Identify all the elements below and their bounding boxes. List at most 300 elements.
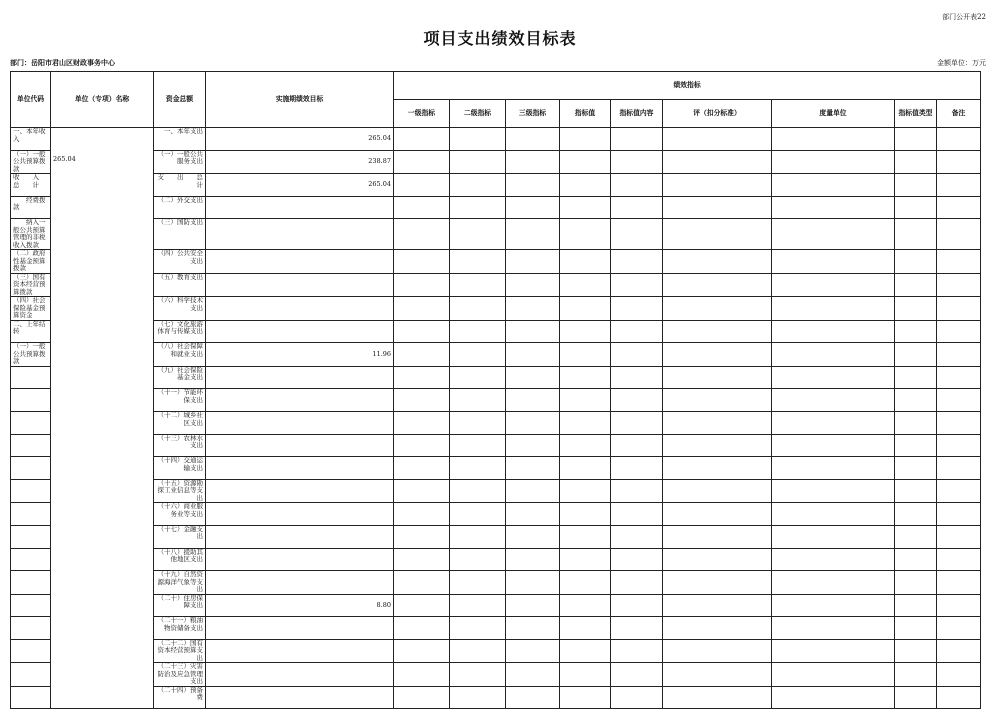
amount-cell: 265.04 (206, 128, 394, 151)
table-row (11, 639, 981, 663)
indicator-cell (772, 196, 895, 219)
indicator-cell (895, 639, 937, 663)
indicator-cell (895, 594, 937, 617)
indicator-cell (611, 479, 663, 503)
indicator-cell (394, 457, 450, 480)
indicator-cell (937, 389, 981, 412)
indicator-cell (611, 297, 663, 321)
indicator-cell (772, 479, 895, 503)
indicator-cell (394, 503, 450, 526)
indicator-cell (450, 196, 506, 219)
indicator-cell (611, 571, 663, 595)
table-row (11, 434, 981, 457)
income-item-cell (11, 412, 51, 435)
table-row (11, 196, 981, 219)
indicator-cell (560, 457, 611, 480)
header-goal: 实施期绩效目标 (206, 72, 394, 128)
indicator-cell (560, 639, 611, 663)
indicator-cell (663, 366, 772, 389)
indicator-cell (663, 525, 772, 548)
indicator-cell (895, 150, 937, 174)
indicator-cell (772, 639, 895, 663)
expense-item-cell: （十四）交通运输支出 (154, 457, 206, 480)
indicator-cell (394, 639, 450, 663)
indicator-cell (506, 250, 560, 274)
currency-unit-label: 金额单位：万元 (937, 59, 986, 67)
indicator-cell (772, 320, 895, 343)
indicator-cell (560, 594, 611, 617)
indicator-cell (394, 366, 450, 389)
amount-cell: 265.04 (206, 174, 394, 197)
indicator-cell (450, 525, 506, 548)
header-remark: 备注 (937, 100, 981, 128)
indicator-cell (450, 219, 506, 250)
indicator-cell (611, 150, 663, 174)
amount-cell: 8.80 (206, 594, 394, 617)
table-row (11, 320, 981, 343)
indicator-cell (506, 297, 560, 321)
indicator-cell (663, 479, 772, 503)
expense-item-cell: （二十二）国有资本经营预算支出 (154, 639, 206, 663)
indicator-cell (663, 457, 772, 480)
indicator-cell (394, 389, 450, 412)
indicator-cell (506, 571, 560, 595)
indicator-cell (450, 273, 506, 297)
department-label: 部门：岳阳市君山区财政事务中心 (10, 58, 115, 67)
header-content: 指标值内容 (611, 100, 663, 128)
indicator-cell (895, 525, 937, 548)
page-number-label: 部门公开表22 (942, 13, 986, 21)
indicator-cell (394, 412, 450, 435)
indicator-cell (937, 366, 981, 389)
indicator-cell (663, 686, 772, 709)
indicator-cell (937, 297, 981, 321)
indicator-cell (560, 503, 611, 526)
indicator-cell (663, 273, 772, 297)
indicator-cell (506, 412, 560, 435)
indicator-cell (611, 174, 663, 197)
table-row (11, 150, 981, 174)
indicator-cell (772, 503, 895, 526)
indicator-cell (450, 320, 506, 343)
table-row (11, 594, 981, 617)
header-indicators: 绩效指标 (394, 72, 981, 100)
header-measure: 度量单位 (772, 100, 895, 128)
indicator-cell (772, 686, 895, 709)
income-item-cell (11, 663, 51, 687)
indicator-cell (772, 434, 895, 457)
table-row (11, 128, 981, 151)
table-row (11, 457, 981, 480)
table-row (11, 273, 981, 297)
indicator-cell (611, 525, 663, 548)
income-item-cell (11, 686, 51, 709)
income-item-cell: （三）国有资本经营预算拨款 (11, 273, 51, 297)
indicator-cell (560, 273, 611, 297)
amount-cell (206, 389, 394, 412)
indicator-cell (450, 128, 506, 151)
indicator-cell (611, 219, 663, 250)
indicator-cell (663, 174, 772, 197)
header-score: 评（扣分标准） (663, 100, 772, 128)
indicator-cell (394, 196, 450, 219)
indicator-cell (937, 196, 981, 219)
indicator-cell (560, 412, 611, 435)
indicator-cell (611, 434, 663, 457)
expense-item-cell: （二）外交支出 (154, 196, 206, 219)
indicator-cell (450, 617, 506, 640)
indicator-cell (394, 273, 450, 297)
amount-cell (206, 548, 394, 571)
amount-cell (206, 250, 394, 274)
indicator-cell (506, 548, 560, 571)
header-total-funds: 资金总额 (154, 72, 206, 128)
indicator-cell (772, 343, 895, 367)
income-item-cell (11, 457, 51, 480)
indicator-cell (663, 663, 772, 687)
indicator-cell (394, 320, 450, 343)
income-item-cell (11, 594, 51, 617)
indicator-cell (772, 594, 895, 617)
indicator-cell (450, 594, 506, 617)
expense-item-cell: （二十三）灾害防治及应急管理支出 (154, 663, 206, 687)
indicator-cell (450, 389, 506, 412)
indicator-cell (506, 594, 560, 617)
indicator-cell (772, 297, 895, 321)
indicator-cell (611, 389, 663, 412)
expense-item-cell: 一、本年支出 (154, 128, 206, 151)
income-item-cell: 二、上年结转 (11, 320, 51, 343)
indicator-cell (772, 571, 895, 595)
indicator-cell (937, 320, 981, 343)
indicator-cell (560, 250, 611, 274)
indicator-cell (450, 366, 506, 389)
indicator-cell (450, 571, 506, 595)
table-row (11, 366, 981, 389)
indicator-cell (560, 297, 611, 321)
table-row (11, 412, 981, 435)
indicator-cell (394, 343, 450, 367)
income-item-cell: （一）一般公共预算拨款 (11, 150, 51, 174)
indicator-cell (663, 196, 772, 219)
indicator-cell (663, 219, 772, 250)
income-item-cell (11, 548, 51, 571)
amount-cell: 238.87 (206, 150, 394, 174)
amount-cell (206, 639, 394, 663)
indicator-cell (937, 457, 981, 480)
indicator-cell (663, 150, 772, 174)
indicator-cell (506, 320, 560, 343)
expense-item-cell: （十六）商业服务业等支出 (154, 503, 206, 526)
indicator-cell (506, 525, 560, 548)
indicator-cell (772, 366, 895, 389)
indicator-cell (937, 128, 981, 151)
indicator-cell (937, 571, 981, 595)
indicator-cell (506, 617, 560, 640)
table-row (11, 663, 981, 687)
indicator-cell (611, 196, 663, 219)
indicator-cell (506, 366, 560, 389)
table-row (11, 479, 981, 503)
indicator-cell (772, 273, 895, 297)
indicator-cell (560, 434, 611, 457)
amount-cell (206, 412, 394, 435)
income-item-cell: 经费拨款 (11, 196, 51, 219)
indicator-cell (772, 663, 895, 687)
indicator-cell (450, 150, 506, 174)
indicator-cell (394, 128, 450, 151)
indicator-cell (560, 389, 611, 412)
indicator-cell (506, 639, 560, 663)
indicator-cell (560, 128, 611, 151)
expense-item-cell: （八）社会保障和就业支出 (154, 343, 206, 367)
indicator-cell (895, 434, 937, 457)
indicator-cell (895, 174, 937, 197)
indicator-cell (663, 639, 772, 663)
indicator-cell (895, 128, 937, 151)
indicator-cell (895, 571, 937, 595)
indicator-cell (895, 219, 937, 250)
indicator-cell (937, 663, 981, 687)
indicator-cell (611, 594, 663, 617)
indicator-cell (506, 219, 560, 250)
table-row (11, 297, 981, 321)
indicator-cell (450, 412, 506, 435)
indicator-cell (895, 479, 937, 503)
table-row (11, 617, 981, 640)
amount-cell (206, 366, 394, 389)
indicator-cell (611, 663, 663, 687)
indicator-cell (895, 297, 937, 321)
amount-cell (206, 663, 394, 687)
indicator-cell (611, 412, 663, 435)
indicator-cell (663, 297, 772, 321)
indicator-cell (895, 273, 937, 297)
amount-cell (206, 525, 394, 548)
indicator-cell (937, 503, 981, 526)
indicator-cell (772, 389, 895, 412)
indicator-cell (611, 320, 663, 343)
indicator-cell (450, 686, 506, 709)
expense-item-cell: （十五）资源勘探工业信息等支出 (154, 479, 206, 503)
indicator-cell (506, 457, 560, 480)
indicator-cell (663, 343, 772, 367)
indicator-cell (663, 412, 772, 435)
indicator-cell (394, 219, 450, 250)
indicator-cell (394, 663, 450, 687)
indicator-cell (506, 128, 560, 151)
expense-item-cell: （十八）援助其他地区支出 (154, 548, 206, 571)
indicator-cell (450, 174, 506, 197)
indicator-cell (450, 434, 506, 457)
indicator-cell (560, 150, 611, 174)
indicator-cell (506, 434, 560, 457)
indicator-cell (506, 686, 560, 709)
indicator-cell (611, 639, 663, 663)
expense-item-cell: （二十四）预备费 (154, 686, 206, 709)
table-row (11, 686, 981, 709)
indicator-cell (772, 150, 895, 174)
indicator-cell (937, 548, 981, 571)
indicator-cell (611, 250, 663, 274)
indicator-cell (394, 150, 450, 174)
indicator-cell (560, 174, 611, 197)
table-row (11, 571, 981, 595)
amount-cell (206, 571, 394, 595)
indicator-cell (611, 686, 663, 709)
indicator-cell (450, 343, 506, 367)
expense-item-cell: （四）公共安全支出 (154, 250, 206, 274)
table-row (11, 525, 981, 548)
table-row (11, 343, 981, 367)
indicator-cell (611, 617, 663, 640)
income-item-cell (11, 434, 51, 457)
amount-cell (206, 479, 394, 503)
expense-item-cell: （三）国防支出 (154, 219, 206, 250)
header-unit-name: 单位（专项）名称 (51, 72, 154, 128)
indicator-cell (394, 434, 450, 457)
header-level2: 二级指标 (450, 100, 506, 128)
indicator-cell (663, 434, 772, 457)
indicator-cell (895, 663, 937, 687)
indicator-cell (611, 457, 663, 480)
expense-item-cell: （一）一般公共服务支出 (154, 150, 206, 174)
table-row (11, 548, 981, 571)
income-item-cell: 纳入一般公共预算管理的非税收入拨款 (11, 219, 51, 250)
indicator-cell (394, 617, 450, 640)
indicator-cell (394, 594, 450, 617)
expense-item-cell: （二十）住房保障支出 (154, 594, 206, 617)
indicator-cell (560, 686, 611, 709)
amount-cell (206, 219, 394, 250)
expense-item-cell: （九）社会保险基金支出 (154, 366, 206, 389)
indicator-cell (394, 525, 450, 548)
indicator-cell (895, 503, 937, 526)
amount-cell (206, 196, 394, 219)
amount-cell (206, 273, 394, 297)
income-item-cell (11, 639, 51, 663)
indicator-cell (450, 479, 506, 503)
indicator-cell (663, 594, 772, 617)
indicator-cell (450, 250, 506, 274)
indicator-cell (772, 617, 895, 640)
amount-cell (206, 297, 394, 321)
indicator-cell (506, 196, 560, 219)
page-title: 项目支出绩效目标表 (423, 29, 577, 48)
indicator-cell (772, 525, 895, 548)
indicator-cell (611, 273, 663, 297)
indicator-cell (450, 457, 506, 480)
indicator-cell (937, 525, 981, 548)
indicator-cell (394, 686, 450, 709)
indicator-cell (895, 548, 937, 571)
indicator-cell (937, 150, 981, 174)
indicator-cell (560, 525, 611, 548)
indicator-cell (663, 389, 772, 412)
indicator-cell (663, 548, 772, 571)
indicator-cell (895, 343, 937, 367)
indicator-cell (895, 366, 937, 389)
amount-cell (206, 686, 394, 709)
indicator-cell (560, 219, 611, 250)
indicator-cell (560, 571, 611, 595)
indicator-cell (772, 174, 895, 197)
header-level3: 三级指标 (506, 100, 560, 128)
indicator-cell (895, 457, 937, 480)
income-item-cell: （一）一般公共预算拨款 (11, 343, 51, 367)
indicator-cell (772, 548, 895, 571)
indicator-cell (895, 617, 937, 640)
indicator-cell (663, 503, 772, 526)
table-row (11, 250, 981, 274)
indicator-cell (895, 686, 937, 709)
amount-cell (206, 434, 394, 457)
header-value: 指标值 (560, 100, 611, 128)
indicator-cell (560, 548, 611, 571)
indicator-cell (560, 343, 611, 367)
indicator-cell (937, 617, 981, 640)
indicator-cell (611, 343, 663, 367)
table-row (11, 503, 981, 526)
indicator-cell (506, 273, 560, 297)
indicator-cell (937, 174, 981, 197)
indicator-cell (937, 434, 981, 457)
indicator-cell (895, 250, 937, 274)
unit-name-cell: 265.04 (51, 128, 154, 709)
performance-table (10, 71, 981, 709)
table-row (11, 219, 981, 250)
indicator-cell (937, 343, 981, 367)
income-item-cell (11, 366, 51, 389)
header-type: 指标值类型 (895, 100, 937, 128)
indicator-cell (506, 479, 560, 503)
indicator-cell (394, 571, 450, 595)
indicator-cell (937, 219, 981, 250)
income-item-cell (11, 525, 51, 548)
indicator-cell (937, 412, 981, 435)
indicator-cell (611, 548, 663, 571)
indicator-cell (394, 297, 450, 321)
indicator-cell (772, 219, 895, 250)
expense-item-cell: （十七）金融支出 (154, 525, 206, 548)
indicator-cell (506, 503, 560, 526)
indicator-cell (937, 594, 981, 617)
expense-item-cell: （二十一）粮油物资储备支出 (154, 617, 206, 640)
amount-cell (206, 617, 394, 640)
expense-item-cell: （十九）自然资源海洋气象等支出 (154, 571, 206, 595)
income-item-cell (11, 571, 51, 595)
indicator-cell (895, 389, 937, 412)
expense-item-cell: （十一）节能环保支出 (154, 389, 206, 412)
indicator-cell (560, 617, 611, 640)
income-item-cell: 收 入 总 计 (11, 174, 51, 197)
indicator-cell (506, 663, 560, 687)
indicator-cell (611, 503, 663, 526)
amount-cell: 11.96 (206, 343, 394, 367)
expense-item-cell: （七）文化旅游体育与传媒支出 (154, 320, 206, 343)
indicator-cell (394, 548, 450, 571)
expense-item-cell: （五）教育支出 (154, 273, 206, 297)
expense-item-cell: （六）科学技术支出 (154, 297, 206, 321)
income-item-cell (11, 617, 51, 640)
indicator-cell (663, 617, 772, 640)
indicator-cell (895, 320, 937, 343)
income-item-cell (11, 503, 51, 526)
indicator-cell (937, 639, 981, 663)
income-item-cell (11, 389, 51, 412)
expense-item-cell: （十二）城乡社区支出 (154, 412, 206, 435)
indicator-cell (772, 412, 895, 435)
